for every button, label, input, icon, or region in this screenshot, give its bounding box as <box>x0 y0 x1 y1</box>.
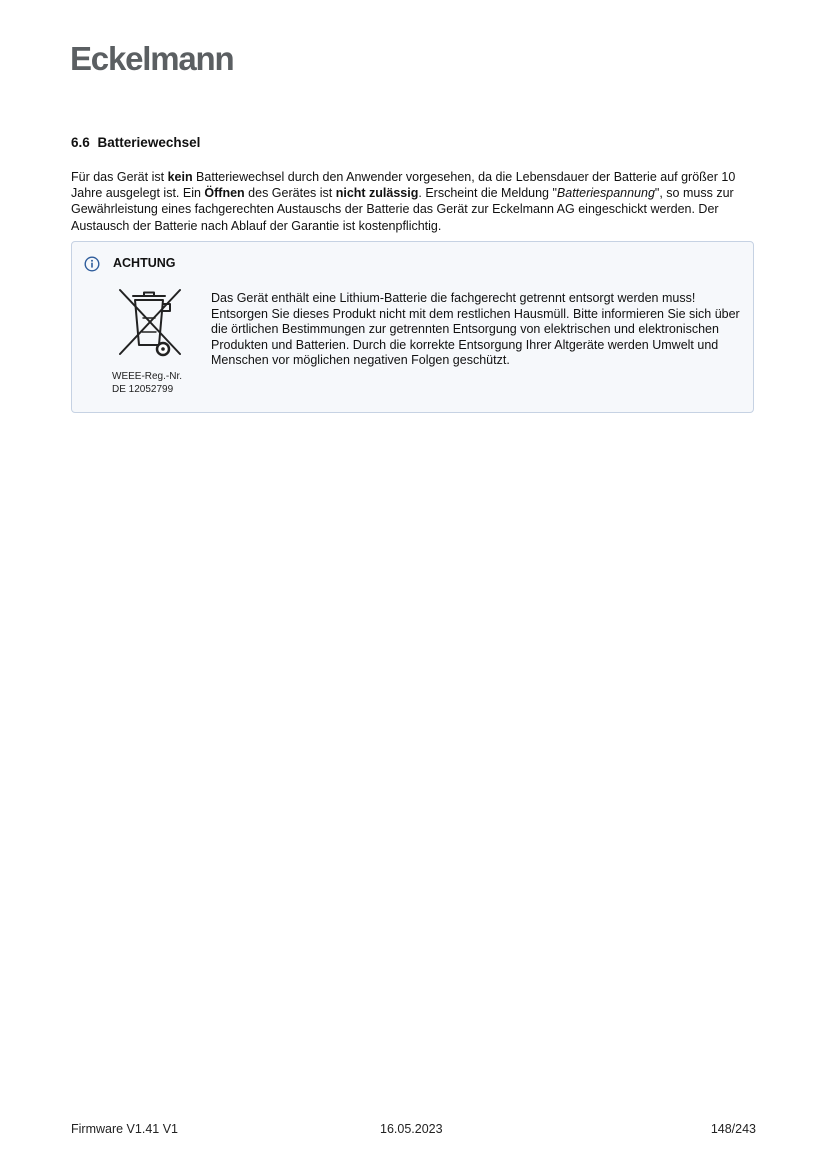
intro-text-3: des Gerätes ist <box>244 186 336 201</box>
caution-notice-box <box>71 241 754 413</box>
intro-text-5: ", so muss zur Gewährleistung eines fachgerechten Austauschs der Batterie das Gerät zur Eckelmann AG eingeschickt werden. Der Austausch der Batterie nach Ablauf der Garantie ist kostenpflichtig. <box>71 186 734 233</box>
weee-registration <box>112 371 212 396</box>
notice-text-disposal: Entsorgen Sie dieses Produkt nicht mit dem restlichen Hausmüll. Bitte informieren Sie sich über die örtlichen Bestimmungen zur getrennten Entsorgung von elektrischen und elektronischen Produkten und Batterien. Durch die korrekte Entsorgung Ihrer Altgeräte werden Umwelt und Menschen vor möglichen negativen Folgen geschützt. <box>211 306 740 367</box>
section-title-text: Batteriewechsel <box>97 135 201 150</box>
intro-bold-kein: kein <box>167 170 193 184</box>
intro-text-1: Für das Gerät ist <box>71 170 168 184</box>
intro-text-4: . Erscheint die Meldung " <box>418 186 557 201</box>
weee-reg-label: WEEE-Reg.-Nr. <box>112 371 183 382</box>
company-logo: Eckelmann <box>70 40 234 77</box>
footer-version: Firmware V1.41 V1 <box>71 1122 178 1136</box>
notice-body <box>211 291 751 369</box>
notice-text-battery: Das Gerät enthält eine Lithium-Batterie die fachgerecht getrennt entsorgt werden muss! <box>211 291 696 305</box>
intro-text-2: Batteriewechsel durch den Anwender vorgesehen, da die Lebensdauer der Batterie auf größer 10 Jahre ausgelegt ist. Ein <box>71 170 736 201</box>
section-heading <box>71 135 200 150</box>
section-number: 6.6 <box>71 135 90 150</box>
intro-bold-oeffnen: Öffnen <box>204 186 245 201</box>
intro-italic-message: Batteriespannung <box>556 186 655 201</box>
footer-date: 16.05.2023 <box>380 1122 443 1136</box>
intro-bold-nicht-zulaessig: nicht zulässig <box>335 186 419 201</box>
weee-reg-number: DE 12052799 <box>112 383 174 395</box>
intro-paragraph <box>71 169 761 234</box>
footer-page-number: 148/243 <box>710 1122 756 1136</box>
info-icon <box>84 256 100 272</box>
crossed-out-wheelie-bin-icon <box>114 288 184 362</box>
notice-title: ACHTUNG <box>113 256 176 270</box>
